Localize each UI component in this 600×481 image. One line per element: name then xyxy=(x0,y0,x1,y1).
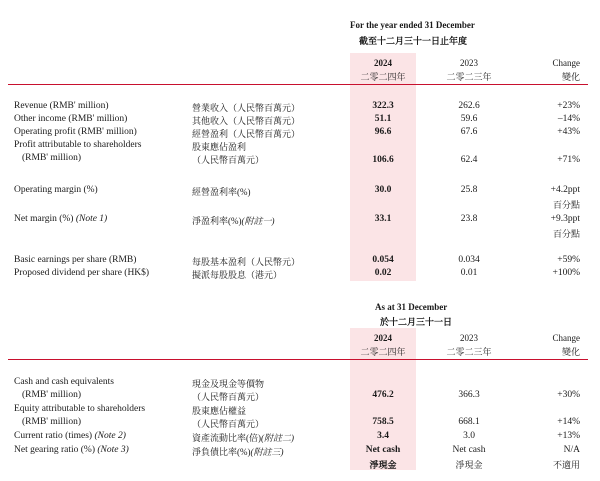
current-ratio-label: Current ratio (times) xyxy=(14,431,93,441)
row-label-dividend-zh: 擬派每股股息（港元） xyxy=(192,270,283,280)
change-profit-attr: +71% xyxy=(557,155,580,165)
col2-change-header-zh: 變化 xyxy=(561,347,580,357)
col2-2023-header: 2023 xyxy=(460,333,478,343)
value-2023-net-margin: 23.8 xyxy=(460,214,478,224)
period-title-en: For the year ended 31 December xyxy=(350,20,475,30)
value-2023-equity: 668.1 xyxy=(458,417,480,427)
value-2024-basic-eps: 0.054 xyxy=(372,255,394,265)
col-2023-header-zh: 二零二三年 xyxy=(446,72,492,82)
change-cash: +30% xyxy=(557,390,580,400)
col2-2023-header-zh: 二零二三年 xyxy=(446,347,492,357)
change-current-ratio: +13% xyxy=(557,431,580,441)
net-margin-note: (Note 1) xyxy=(75,214,108,224)
col2-2024-header-zh: 二零二四年 xyxy=(360,347,406,357)
value-2023-net-gearing: Net cash xyxy=(452,445,486,455)
value-2024-net-margin: 33.1 xyxy=(374,214,392,224)
row-label-net-gearing xyxy=(14,445,129,455)
change-other-income: –14% xyxy=(557,114,580,124)
value-2024-current-ratio: 3.4 xyxy=(377,431,389,441)
row-label-operating-margin-zh: 經營盈利率(%) xyxy=(192,187,251,197)
net-gearing-label: Net gearing ratio (%) xyxy=(14,445,95,455)
divider-rule-2 xyxy=(8,359,588,360)
change-revenue: +23% xyxy=(557,101,580,111)
col2-2024-header: 2024 xyxy=(374,333,392,343)
value-2023-other-income: 59.6 xyxy=(460,114,478,124)
value-2024-profit-attr: 106.6 xyxy=(372,155,394,165)
row-label-operating-profit-zh: 經營盈利（人民幣百萬元） xyxy=(192,129,301,139)
row-label-operating-margin: Operating margin (%) xyxy=(14,185,98,195)
current-ratio-note: (Note 2) xyxy=(94,431,126,441)
row-label-net-margin-zh xyxy=(192,214,275,227)
row-label-other-income-zh: 其他收入（人民幣百萬元） xyxy=(192,116,301,126)
col-2024-header: 2024 xyxy=(374,58,392,68)
value-2024-net-gearing: Net cash xyxy=(365,445,401,455)
net-margin-note-zh: (附註一) xyxy=(241,216,275,226)
row-label-profit-attr-unit: (RMB' million) xyxy=(22,153,81,163)
value-2023-basic-eps: 0.034 xyxy=(458,255,480,265)
period-title-zh: 截至十二月三十一日止年度 xyxy=(359,36,468,46)
value-2024-equity: 758.5 xyxy=(372,417,394,427)
change-net-gearing: N/A xyxy=(563,445,580,455)
change-basic-eps: +59% xyxy=(557,255,580,265)
value-2023-operating-margin: 25.8 xyxy=(460,185,478,195)
value-2024-operating-profit: 96.6 xyxy=(374,127,392,137)
value-2023-cash: 366.3 xyxy=(458,390,480,400)
change-operating-margin-zh: 百分點 xyxy=(552,200,580,210)
value-2024-cash: 476.2 xyxy=(372,390,394,400)
divider-rule xyxy=(8,84,588,85)
row-label-equity-zh: 股東應佔權益 xyxy=(192,406,247,416)
row-label-equity: Equity attributable to shareholders xyxy=(14,404,146,414)
net-gearing-label-zh: 淨負債比率(%) xyxy=(192,447,251,457)
row-label-equity-unit-zh: （人民幣百萬元） xyxy=(192,419,265,429)
row-label-current-ratio xyxy=(14,431,126,441)
value-2023-dividend: 0.01 xyxy=(460,268,478,278)
row-label-dividend: Proposed dividend per share (HK$) xyxy=(14,268,150,278)
change-operating-profit: +43% xyxy=(557,127,580,137)
change-dividend: +100% xyxy=(552,268,580,278)
row-label-current-ratio-zh xyxy=(192,431,294,444)
current-ratio-label-zh: 資產流動比率(倍) xyxy=(192,433,261,443)
col-2024-header-zh: 二零二四年 xyxy=(360,72,406,82)
change-equity: +14% xyxy=(557,417,580,427)
value-2023-profit-attr: 62.4 xyxy=(460,155,478,165)
row-label-cash-unit-zh: （人民幣百萬元） xyxy=(192,392,265,402)
value-2024-operating-margin: 30.0 xyxy=(374,185,392,195)
row-label-equity-unit: (RMB' million) xyxy=(22,417,81,427)
row-label-net-margin xyxy=(14,214,107,224)
period2-title-en: As at 31 December xyxy=(375,302,448,312)
col-change-header: Change xyxy=(552,58,580,68)
net-gearing-note: (Note 3) xyxy=(97,445,129,455)
row-label-cash: Cash and cash equivalents xyxy=(14,377,114,387)
highlight-2024-top xyxy=(350,53,416,281)
col2-change-header: Change xyxy=(552,333,580,343)
change-net-gearing-zh: 不適用 xyxy=(552,460,580,470)
value-2023-revenue: 262.6 xyxy=(458,101,480,111)
row-label-profit-attr-unit-zh: （人民幣百萬元） xyxy=(192,155,265,165)
row-label-profit-attr-zh: 股東應佔盈利 xyxy=(192,142,247,152)
row-label-revenue-zh: 營業收入（人民幣百萬元） xyxy=(192,103,301,113)
row-label-profit-attr: Profit attributable to shareholders xyxy=(14,140,142,150)
change-net-margin: +9.3ppt xyxy=(550,214,580,224)
change-operating-margin: +4.2ppt xyxy=(550,185,580,195)
row-label-net-gearing-zh xyxy=(192,445,284,458)
row-label-operating-profit: Operating profit (RMB' million) xyxy=(14,127,137,137)
row-label-cash-zh: 現金及現金等價物 xyxy=(192,379,265,389)
period2-title-zh: 於十二月三十一日 xyxy=(380,317,453,327)
value-2024-revenue: 322.3 xyxy=(372,101,394,111)
value-2023-current-ratio: 3.0 xyxy=(463,431,475,441)
value-2023-net-gearing-zh: 淨現金 xyxy=(455,460,483,470)
row-label-other-income: Other income (RMB' million) xyxy=(14,114,128,124)
row-label-basic-eps-zh: 每股基本盈利（人民幣元） xyxy=(192,257,301,267)
value-2024-dividend: 0.02 xyxy=(374,268,392,278)
value-2023-operating-profit: 67.6 xyxy=(460,127,478,137)
col-2023-header: 2023 xyxy=(460,58,478,68)
row-label-cash-unit: (RMB' million) xyxy=(22,390,81,400)
value-2024-other-income: 51.1 xyxy=(374,114,392,124)
net-margin-label-zh: 淨盈利率(%) xyxy=(192,216,242,226)
net-gearing-note-zh: (附註三) xyxy=(250,447,284,457)
current-ratio-note-zh: (附註二) xyxy=(261,433,294,443)
row-label-basic-eps: Basic earnings per share (RMB) xyxy=(14,255,137,265)
row-label-revenue: Revenue (RMB' million) xyxy=(14,101,109,111)
change-net-margin-zh: 百分點 xyxy=(552,229,580,239)
value-2024-net-gearing-zh: 淨現金 xyxy=(369,460,397,470)
net-margin-label: Net margin (%) xyxy=(14,214,74,224)
col-change-header-zh: 變化 xyxy=(561,72,580,82)
